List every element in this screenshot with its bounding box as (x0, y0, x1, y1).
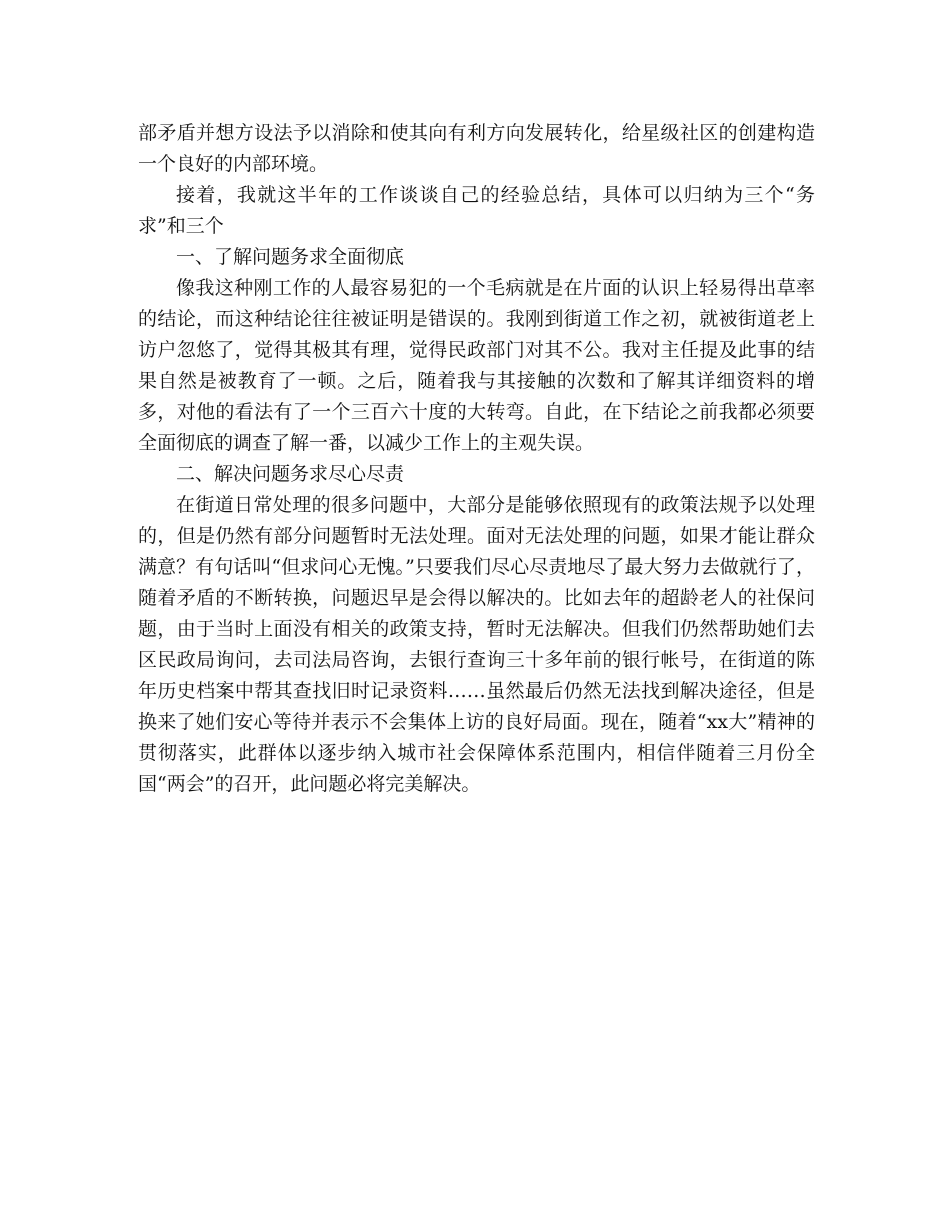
section-heading-2: 二、解决问题务求尽心尽责 (176, 463, 405, 485)
section-heading-1: 一、了解问题务求全面彻底 (176, 246, 405, 268)
paragraph-intro: 接着，我就这半年的工作谈谈自己的经验总结，具体可以归纳为三个“务求”和三个 (138, 184, 815, 237)
document-body (138, 118, 815, 800)
paragraph-section-2: 在街道日常处理的很多问题中，大部分是能够依照现有的政策法规予以处理的，但是仍然有部分问题暂时无法处理。面对无法处理的问题，如果才能让群众满意？有句话叫“但求问心无愧。”只要我们尽心尽责地尽了最大努力去做就行了，随着矛盾的不断转换，问题迟早是会得以解决的。比如去年的超龄老人的社保问题，由于当时上面没有相关的政策支持，暂时无法解决。但我们仍然帮助她们去区民政局询问，去司法局咨询，去银行查询三十多年前的银行帐号，在街道的陈年历史档案中帮其查找旧时记录资料……虽然最后仍然无法找到解决途径，但是换来了她们安心等待并表示不会集体上访的良好局面。现在，随着“xx大”精神的贯彻落实，此群体以逐步纳入城市社会保障体系范围内，相信伴随着三月份全国“两会”的召开，此问题必将完美解决。 (138, 494, 815, 795)
paragraph-section-1: 像我这种刚工作的人最容易犯的一个毛病就是在片面的认识上轻易得出草率的结论，而这种结论往往被证明是错误的。我刚到街道工作之初，就被街道老上访户忽悠了，觉得其极其有理，觉得民政部门对其不公。我对主任提及此事的结果自然是被教育了一顿。之后，随着我与其接触的次数和了解其详细资料的增多，对他的看法有了一个三百六十度的大转弯。自此，在下结论之前我都必须要全面彻底的调查了解一番，以减少工作上的主观失误。 (138, 277, 815, 454)
paragraph-continuation: 部矛盾并想方设法予以消除和使其向有利方向发展转化，给星级社区的创建构造一个良好的内部环境。 (138, 122, 815, 175)
